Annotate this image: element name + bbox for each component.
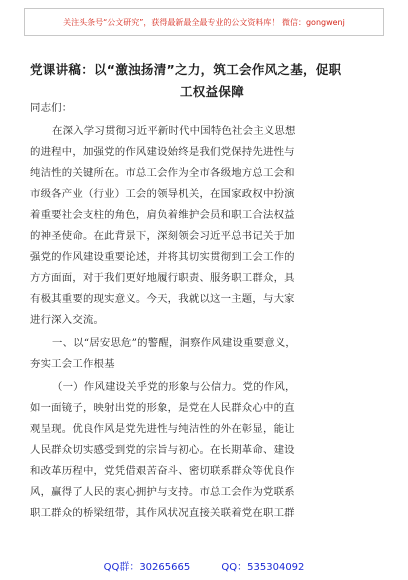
paragraph-line: 方方面面，对于我们更好地履行职责、服务职工群众，具 (30, 272, 295, 284)
qq-contact-number: QQ：535304092 (221, 562, 305, 573)
paragraph-line: 观呈现。优良作风是党先进性与纯洁性的外在彰显，能让 (30, 423, 295, 435)
paragraph-line: 有极其重要的现实意义。今天，我就以这一主题，与大家 (30, 293, 295, 305)
paragraph-line: 人民群众切实感受到党的宗旨与初心。在长期革命、建设 (30, 444, 295, 456)
paragraph-line: 职工群众的桥梁纽带，其作风状况直接关联着党在职工群 (30, 507, 295, 519)
paragraph-line: 强党的作风建设重要论述，并将其切实贯彻到工会工作的 (30, 251, 295, 263)
salutation: 同志们： (30, 102, 73, 114)
paragraph-line: 着重要社会支柱的角色，肩负着维护会员和职工合法权益 (30, 209, 295, 221)
subsection-text: 党的作风， (242, 381, 296, 393)
footer-contacts (0, 558, 408, 573)
section-heading: 一、以“居安思危”的警醒，洞察作风建设重要意义， (52, 337, 297, 349)
paragraph-line: 风，赢得了人民的衷心拥护与支持。市总工会作为党联系 (30, 486, 295, 498)
paragraph-line: 和改革历程中，党凭借艰苦奋斗、密切联系群众等优良作 (30, 465, 295, 477)
paragraph-line: 的进程中，加强党的作风建设始终是我们党保持先进性与 (30, 146, 295, 158)
document-title-line-2: 工权益保障 (180, 84, 245, 99)
section-heading: 夯实工会工作根基 (30, 358, 115, 370)
promo-banner: 关注头条号“公文研究”，获得最新最全最专业的公文资料库！ 微信：gongwenj (24, 8, 384, 36)
paragraph-line: 在深入学习贯彻习近平新时代中国特色社会主义思想 (52, 125, 296, 137)
subsection-heading: （一）作风建设关乎党的形象与公信力。 (52, 381, 243, 393)
qq-group-number: QQ群：30265665 (103, 562, 191, 573)
paragraph-line: 市级各产业（行业）工会的领导机关，在国家政权中扮演 (30, 188, 295, 200)
subsection-line (52, 380, 296, 394)
document-title-line-1: 党课讲稿：以“激浊扬清”之力，筑工会作风之基，促职 (30, 62, 342, 77)
paragraph-line: 的神圣使命。在此背景下，深刻领会习近平总书记关于加 (30, 230, 295, 242)
paragraph-line: 进行深入交流。 (30, 314, 105, 326)
paragraph-line: 纯洁性的关键所在。市总工会作为全市各级地方总工会和 (30, 167, 295, 179)
paragraph-line: 如一面镜子，映射出党的形象，是党在人民群众心中的直 (30, 402, 295, 414)
